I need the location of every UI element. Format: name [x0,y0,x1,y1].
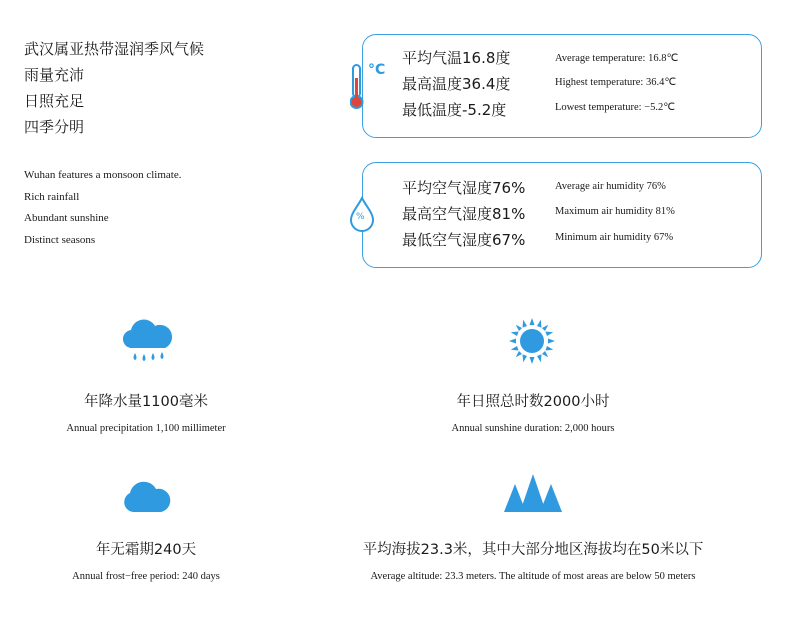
intro-en-line: Rich rainfall [24,190,80,203]
intro-en-line: Wuhan features a monsoon climate. [24,169,182,181]
frost-free-cn: 年无霜期240天 [95,542,197,558]
intro-cn-line: 雨量充沛 [24,66,85,84]
mountain-icon [504,474,562,512]
precipitation-en: Annual precipitation 1,100 millimeter [66,423,226,434]
humidity-maximum-en: Maximum air humidity 81% [555,206,675,217]
humidity-average-cn: 平均空气湿度76% [402,179,526,197]
celsius-label: °C [368,62,386,78]
intro-en-line: Abundant sunshine [24,212,109,224]
intro-english [24,165,181,251]
intro-cn-line: 武汉属亚热带湿润季风气候 [24,40,205,58]
humidity-maximum-cn: 最高空气湿度81% [402,205,526,223]
intro-en-line: Distinct seasons [24,233,96,246]
altitude-cn: 平均海拔23.3米，其中大部分地区海拔均在50米以下 [362,542,704,558]
sunshine-cn: 年日照总时数2000小时 [456,394,610,410]
humidity-percent-label: % [356,212,365,222]
rain-cloud-icon [121,318,173,364]
frost-free-en: Annual frost−free period: 240 days [72,571,220,582]
intro-chinese [24,36,204,140]
altitude-en: Average altitude: 23.3 meters. The altitude of most areas are below 50 meters [370,571,696,582]
temperature-lowest-en: Lowest temperature: −5.2℃ [555,102,676,113]
temperature-average-en: Average temperature: 16.8℃ [555,53,679,64]
temperature-highest-cn: 最高温度36.4度 [402,75,511,93]
cloud-icon [121,478,171,514]
precipitation-cn: 年降水量1100毫米 [84,394,208,410]
sunshine-en: Annual sunshine duration: 2,000 hours [451,423,615,434]
sun-icon [509,318,555,364]
humidity-average-en: Average air humidity 76% [555,181,666,192]
temperature-highest-en: Highest temperature: 36.4℃ [555,77,677,88]
intro-cn-line: 日照充足 [24,92,85,110]
humidity-minimum-en: Minimum air humidity 67% [555,232,674,243]
humidity-minimum-cn: 最低空气湿度67% [402,231,526,249]
intro-cn-line: 四季分明 [24,118,85,136]
temperature-lowest-cn: 最低温度-5.2度 [402,101,507,119]
temperature-average-cn: 平均气温16.8度 [402,49,511,67]
